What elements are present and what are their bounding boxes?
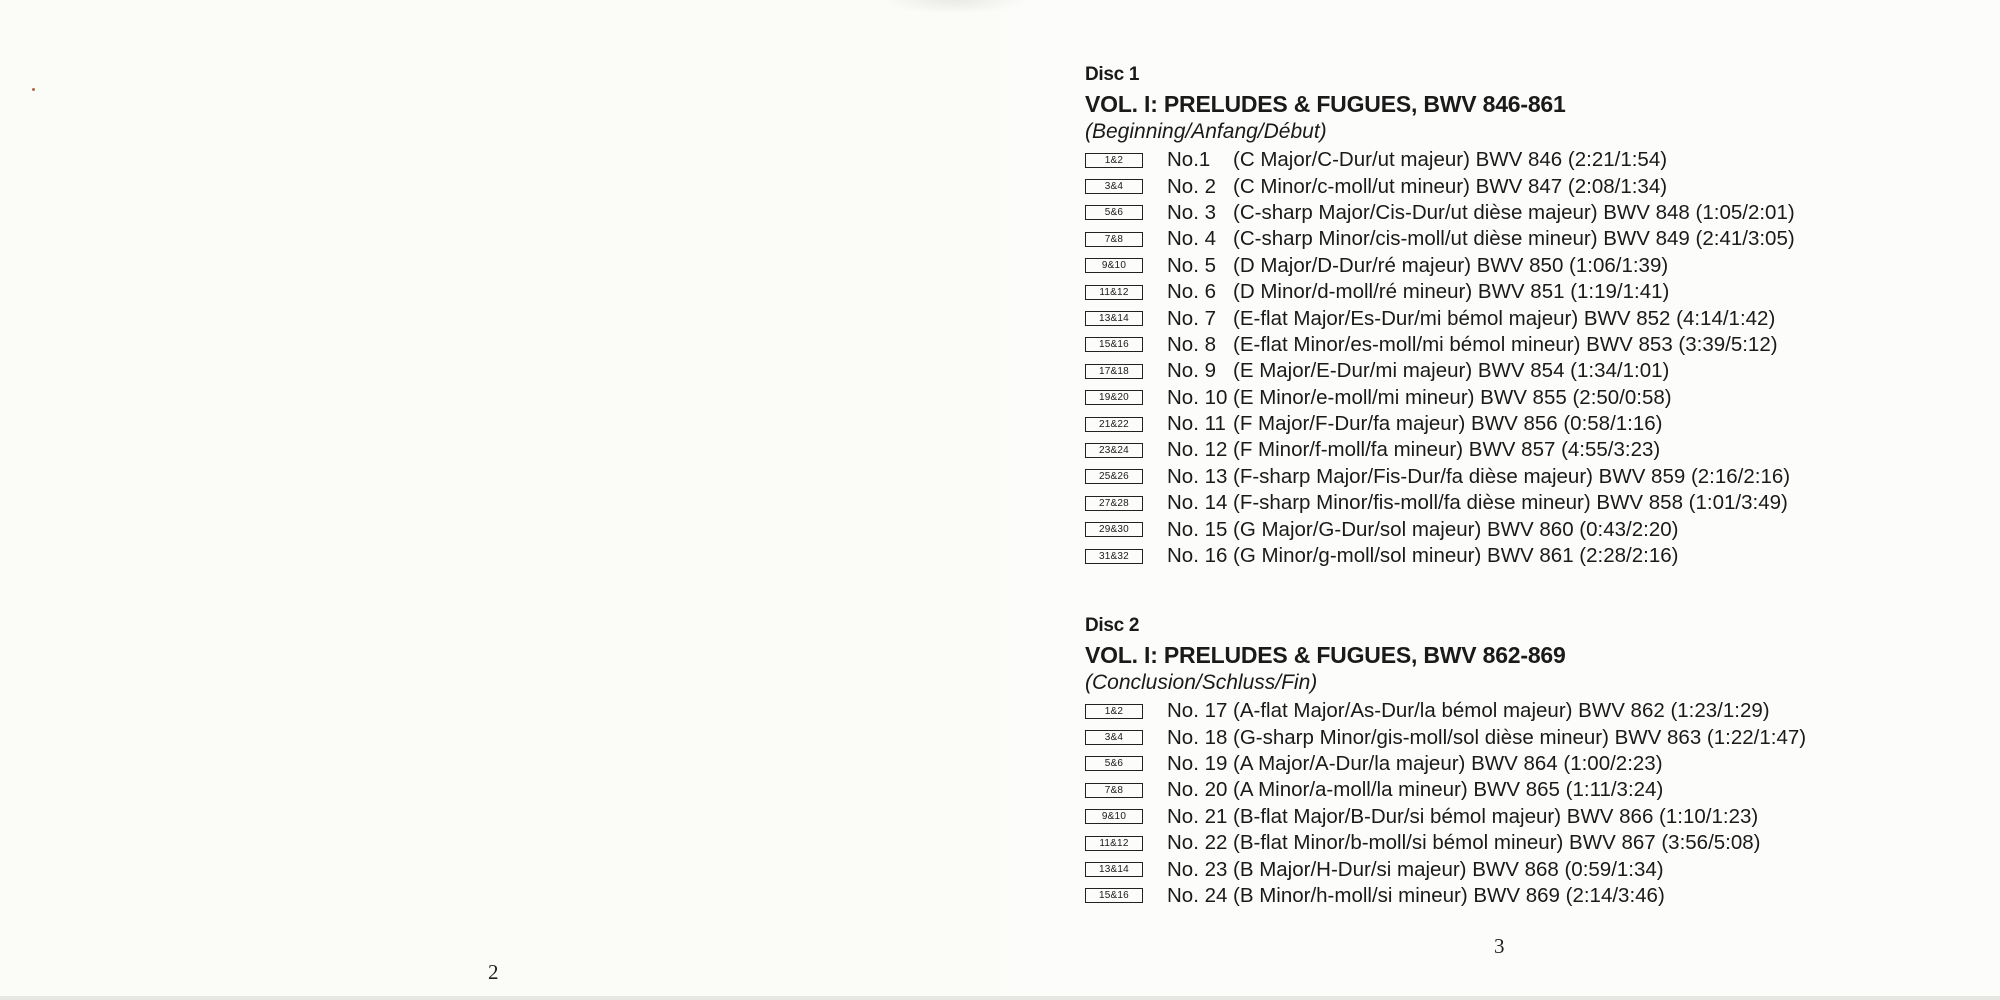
track-row <box>1085 147 1985 173</box>
disc-1-section <box>1085 63 1985 569</box>
disc-label: Disc 2 <box>1085 615 1140 636</box>
work-number: No. 13 <box>1167 464 1228 488</box>
track-number-box: 13&14 <box>1085 311 1143 326</box>
work-number: No. 21 <box>1167 804 1228 828</box>
work-number: No. 12 <box>1167 438 1228 462</box>
track-number-box: 17&18 <box>1085 364 1143 379</box>
paper-speck <box>32 88 35 91</box>
track-row <box>1085 226 1985 252</box>
work-description: (A Major/A-Dur/la majeur) BWV 864 (1:00/2:23) <box>1233 751 1663 775</box>
track-row <box>1085 358 1985 384</box>
track-number-box: 7&8 <box>1085 783 1143 798</box>
work-number: No. 23 <box>1167 857 1228 881</box>
left-page-number: 2 <box>488 960 499 984</box>
track-number-box: 5&6 <box>1085 756 1143 771</box>
track-row <box>1085 856 1985 882</box>
track-number-box: 11&12 <box>1085 836 1143 851</box>
track-number-box: 27&28 <box>1085 496 1143 511</box>
track-number-box: 3&4 <box>1085 730 1143 745</box>
disc-label: Disc 1 <box>1085 64 1140 85</box>
work-description: (F-sharp Major/Fis-Dur/fa dièse majeur) BWV 859 (2:16/2:16) <box>1233 464 1791 488</box>
work-number: No. 11 <box>1167 412 1226 436</box>
track-number-box: 15&16 <box>1085 337 1143 352</box>
work-description: (B Major/H-Dur/si majeur) BWV 868 (0:59/1:34) <box>1233 857 1664 881</box>
work-description: (F-sharp Minor/fis-moll/fa dièse mineur) BWV 858 (1:01/3:49) <box>1233 491 1788 515</box>
work-description: (B-flat Major/B-Dur/si bémol majeur) BWV 866 (1:10/1:23) <box>1233 804 1759 828</box>
right-page <box>1000 0 2000 1000</box>
track-row <box>1085 830 1985 856</box>
work-number: No. 2 <box>1167 174 1216 198</box>
work-number: No. 22 <box>1167 831 1228 855</box>
work-number: No. 14 <box>1167 491 1228 515</box>
work-number: No. 18 <box>1167 725 1228 749</box>
work-number: No.1 <box>1167 148 1211 172</box>
work-description: (A Minor/a-moll/la mineur) BWV 865 (1:11/3:24) <box>1233 778 1664 802</box>
track-row <box>1085 751 1985 777</box>
work-number: No. 6 <box>1167 280 1216 304</box>
work-number: No. 10 <box>1167 385 1228 409</box>
work-description: (E Major/E-Dur/mi majeur) BWV 854 (1:34/1:01) <box>1233 359 1670 383</box>
track-row <box>1085 305 1985 331</box>
work-description: (B-flat Minor/b-moll/si bémol mineur) BWV 867 (3:56/5:08) <box>1233 831 1761 855</box>
track-number-box: 9&10 <box>1085 809 1143 824</box>
work-number: No. 5 <box>1167 253 1216 277</box>
work-number: No. 24 <box>1167 883 1228 907</box>
track-number-box: 1&2 <box>1085 153 1143 168</box>
work-description: (A-flat Major/As-Dur/la bémol majeur) BWV 862 (1:23/1:29) <box>1233 699 1770 723</box>
track-row <box>1085 464 1985 490</box>
work-description: (F Major/F-Dur/fa majeur) BWV 856 (0:58/1:16) <box>1233 412 1663 436</box>
work-description: (G-sharp Minor/gis-moll/sol dièse mineur) BWV 863 (1:22/1:47) <box>1233 725 1807 749</box>
track-number-box: 19&20 <box>1085 390 1143 405</box>
disc-2-section <box>1085 614 1985 909</box>
track-number-box: 1&2 <box>1085 704 1143 719</box>
track-row <box>1085 437 1985 463</box>
track-row <box>1085 777 1985 803</box>
track-row <box>1085 385 1985 411</box>
work-description: (G Minor/g-moll/sol mineur) BWV 861 (2:28/2:16) <box>1233 544 1679 568</box>
track-number-box: 15&16 <box>1085 888 1143 903</box>
track-row <box>1085 200 1985 226</box>
work-number: No. 15 <box>1167 517 1228 541</box>
track-row <box>1085 698 1985 724</box>
track-number-box: 9&10 <box>1085 258 1143 273</box>
track-number-box: 11&12 <box>1085 285 1143 300</box>
volume-subtitle: (Conclusion/Schluss/Fin) <box>1085 671 1318 694</box>
track-row <box>1085 543 1985 569</box>
track-number-box: 3&4 <box>1085 179 1143 194</box>
track-row <box>1085 883 1985 909</box>
track-list <box>1085 698 1985 909</box>
volume-title: VOL. I: PRELUDES & FUGUES, BWV 862-869 <box>1085 642 1566 668</box>
work-description: (G Major/G-Dur/sol majeur) BWV 860 (0:43/2:20) <box>1233 517 1679 541</box>
work-number: No. 17 <box>1167 699 1228 723</box>
work-description: (C Minor/c-moll/ut mineur) BWV 847 (2:08/1:34) <box>1233 174 1668 198</box>
track-number-box: 23&24 <box>1085 443 1143 458</box>
work-number: No. 20 <box>1167 778 1228 802</box>
track-row <box>1085 253 1985 279</box>
volume-title: VOL. I: PRELUDES & FUGUES, BWV 846-861 <box>1085 91 1566 117</box>
track-number-box: 29&30 <box>1085 522 1143 537</box>
work-description: (C-sharp Minor/cis-moll/ut dièse mineur) BWV 849 (2:41/3:05) <box>1233 227 1795 251</box>
work-description: (E-flat Minor/es-moll/mi bémol mineur) BWV 853 (3:39/5:12) <box>1233 332 1778 356</box>
work-description: (B Minor/h-moll/si mineur) BWV 869 (2:14/3:46) <box>1233 883 1665 907</box>
volume-subtitle: (Beginning/Anfang/Début) <box>1085 120 1327 143</box>
work-number: No. 9 <box>1167 359 1216 383</box>
track-row <box>1085 804 1985 830</box>
work-number: No. 4 <box>1167 227 1216 251</box>
track-row <box>1085 279 1985 305</box>
track-list <box>1085 147 1985 569</box>
work-description: (D Major/D-Dur/ré majeur) BWV 850 (1:06/1:39) <box>1233 253 1669 277</box>
page-bottom-edge <box>0 996 2000 1000</box>
work-description: (D Minor/d-moll/ré mineur) BWV 851 (1:19/1:41) <box>1233 280 1670 304</box>
work-description: (E-flat Major/Es-Dur/mi bémol majeur) BWV 852 (4:14/1:42) <box>1233 306 1776 330</box>
work-description: (E Minor/e-moll/mi mineur) BWV 855 (2:50/0:58) <box>1233 385 1672 409</box>
work-number: No. 7 <box>1167 306 1216 330</box>
work-number: No. 16 <box>1167 544 1228 568</box>
track-row <box>1085 516 1985 542</box>
track-number-box: 25&26 <box>1085 469 1143 484</box>
work-description: (F Minor/f-moll/fa mineur) BWV 857 (4:55/3:23) <box>1233 438 1661 462</box>
track-row <box>1085 724 1985 750</box>
track-row <box>1085 490 1985 516</box>
track-number-box: 13&14 <box>1085 862 1143 877</box>
work-number: No. 3 <box>1167 200 1216 224</box>
binding-shadow <box>880 0 1030 14</box>
right-page-number: 3 <box>1494 934 1505 958</box>
track-number-box: 5&6 <box>1085 205 1143 220</box>
track-number-box: 31&32 <box>1085 549 1143 564</box>
work-description: (C-sharp Major/Cis-Dur/ut dièse majeur) BWV 848 (1:05/2:01) <box>1233 200 1795 224</box>
track-row <box>1085 173 1985 199</box>
work-number: No. 19 <box>1167 751 1228 775</box>
track-number-box: 21&22 <box>1085 417 1143 432</box>
work-description: (C Major/C-Dur/ut majeur) BWV 846 (2:21/1:54) <box>1233 148 1668 172</box>
track-row <box>1085 411 1985 437</box>
track-number-box: 7&8 <box>1085 232 1143 247</box>
work-number: No. 8 <box>1167 332 1216 356</box>
track-row <box>1085 332 1985 358</box>
